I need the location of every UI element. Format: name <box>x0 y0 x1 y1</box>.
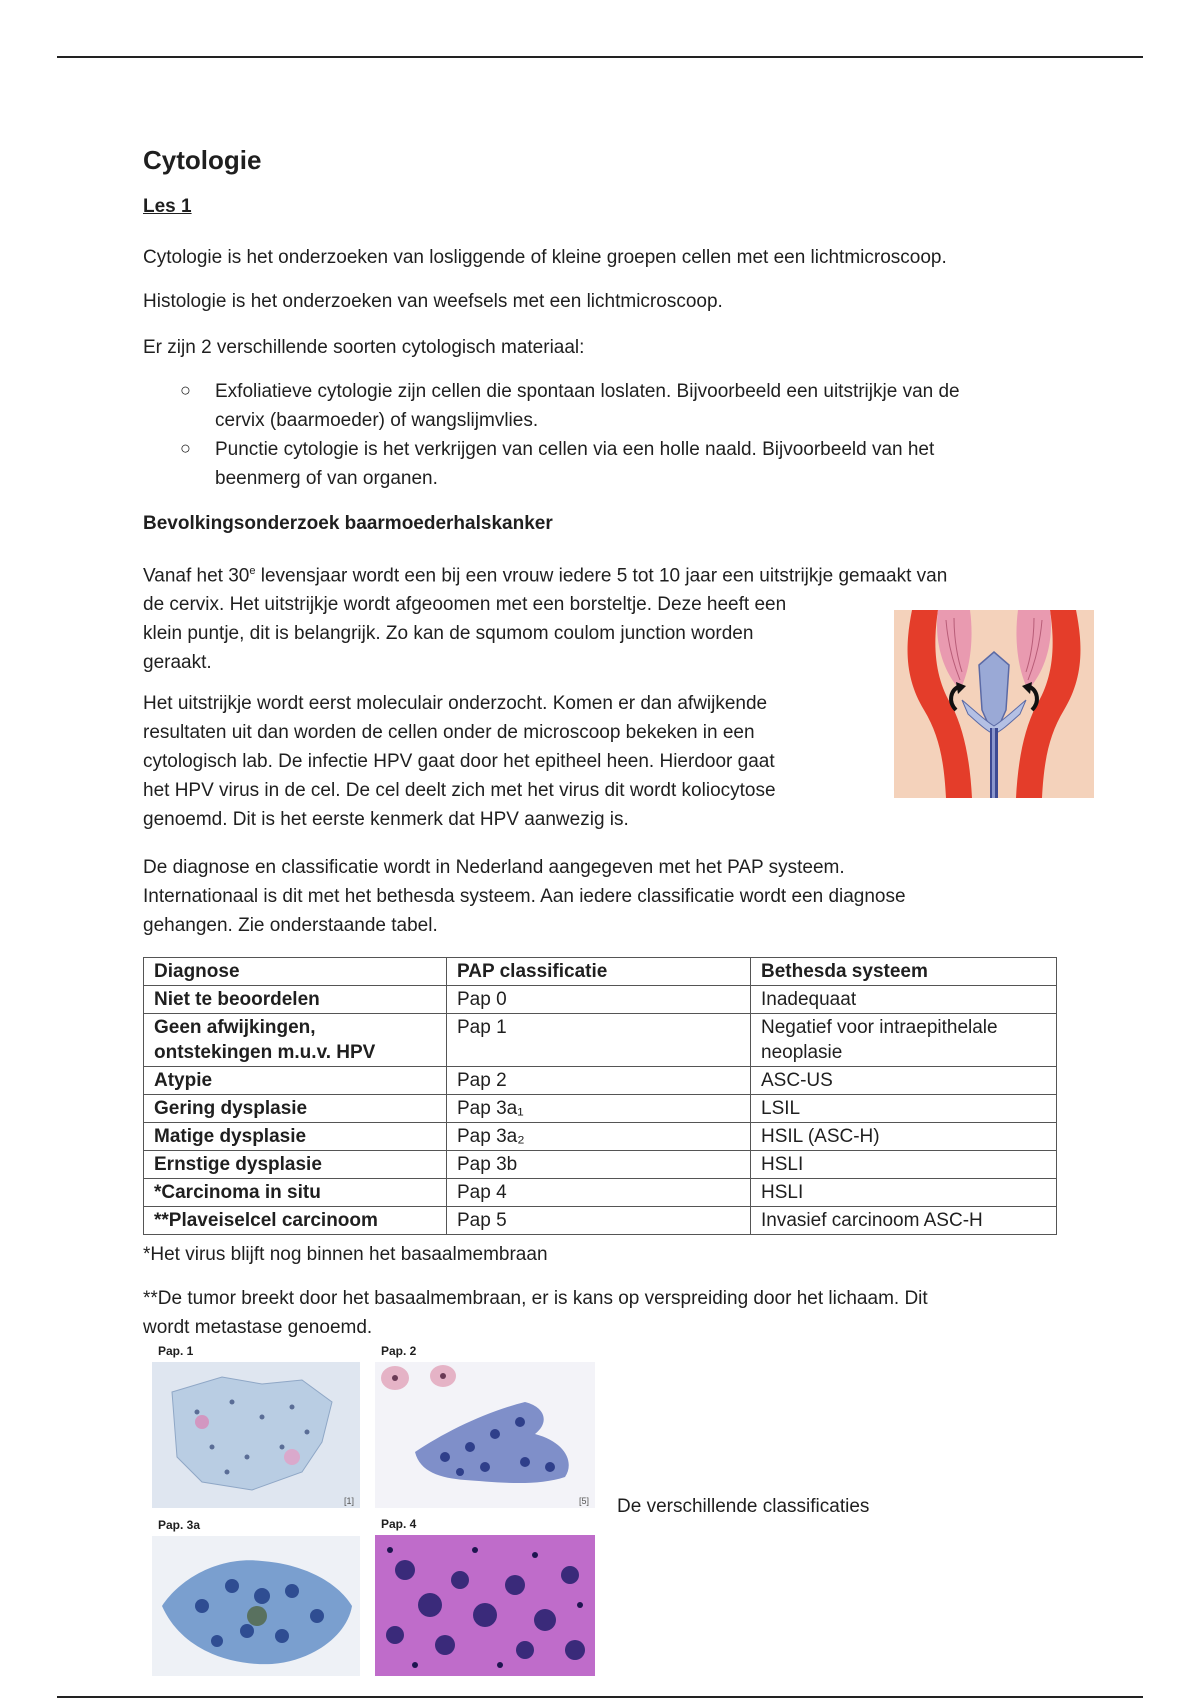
footnote-carcinoma-in-situ: *Het virus blijft nog binnen het basaalmembraan <box>143 1244 548 1265</box>
paragraph-histologie: Histologie is het onderzoeken van weefsels met een lichtmicroscoop. <box>143 291 723 312</box>
paragraph-screening: Vanaf het 30e levensjaar wordt een bij een vrouw iedere 5 tot 10 jaar een uitstrijkje gemaakt van de cervix. Het uitstrijkje wordt afgeoomen met een borsteltje. Deze heeft een klein puntje, dit is belangrijk. Zo kan de squmom coulom junction worden geraakt. <box>143 565 948 674</box>
micrograph-caption: De verschillende classificaties <box>617 1496 870 1517</box>
table-row: Niet te beoordelen Pap 0 Inadequaat <box>144 986 1057 1014</box>
micrograph-pap1: Pap. 1 [1] <box>152 1362 360 1508</box>
table-row: *Carcinoma in situ Pap 4 HSLI <box>144 1179 1057 1207</box>
table-row: **Plaveiselcel carcinoom Pap 5 Invasief carcinoom ASC-H <box>144 1207 1057 1235</box>
table-row: Ernstige dysplasie Pap 3b HSLI <box>144 1151 1057 1179</box>
table-row: Geen afwijkingen, ontstekingen m.u.v. HPV Pap 1 Negatief voor intraepithelale neoplasie <box>144 1014 1057 1067</box>
table-header-row: Diagnose PAP classificatie Bethesda systeem <box>144 958 1057 986</box>
paragraph-materiaal: Er zijn 2 verschillende soorten cytologisch materiaal: <box>143 337 585 358</box>
micrograph-pap4: Pap. 4 <box>375 1535 595 1676</box>
micrograph-pap2: Pap. 2 [5] <box>375 1362 595 1508</box>
table-row: Atypie Pap 2 ASC-US <box>144 1067 1057 1095</box>
paragraph-cytologie: Cytologie is het onderzoeken van losliggende of kleine groepen cellen met een lichtmicroscoop. <box>143 247 947 268</box>
paragraph-diagnose: De diagnose en classificatie wordt in Nederland aangegeven met het PAP systeem. Internationaal is dit met het bethesda systeem. Aan iedere classificatie wordt een diagnose gehangen. Zie onderstaande tabel. <box>143 857 906 936</box>
lesson-heading: Les 1 <box>143 196 192 217</box>
page-title: Cytologie <box>143 145 262 175</box>
section-heading: Bevolkingsonderzoek baarmoederhalskanker <box>143 513 553 534</box>
paragraph-moleculair: Het uitstrijkje wordt eerst moleculair onderzocht. Komen er dan afwijkende resultaten uit dan worden de cellen onder de microscoop bekeken in een cytologisch lab. De infectie HPV gaat door het epitheel heen. Hierdoor gaat het HPV virus in de cel. De cel deelt zich met het virus dit wordt koliocytose genoemd. Dit is het eerste kenmerk dat HPV aanwezig is. <box>143 693 776 830</box>
footnote-plaveiselcel: **De tumor breekt door het basaalmembraan, er is kans op verspreiding door het lichaam. Dit wordt metastase genoemd. <box>143 1288 928 1338</box>
micrograph-pap3a: Pap. 3a <box>152 1536 360 1676</box>
cervix-illustration <box>894 610 1094 798</box>
top-rule <box>57 56 1143 58</box>
bullet-circle-icon: ○ <box>180 380 191 400</box>
pap-classification-table <box>143 957 1057 1235</box>
table-row: Gering dysplasie Pap 3a₁ LSIL <box>144 1095 1057 1123</box>
bottom-rule <box>57 1696 1143 1698</box>
table-row: Matige dysplasie Pap 3a₂ HSIL (ASC-H) <box>144 1123 1057 1151</box>
bullet-circle-icon: ○ <box>180 438 191 458</box>
